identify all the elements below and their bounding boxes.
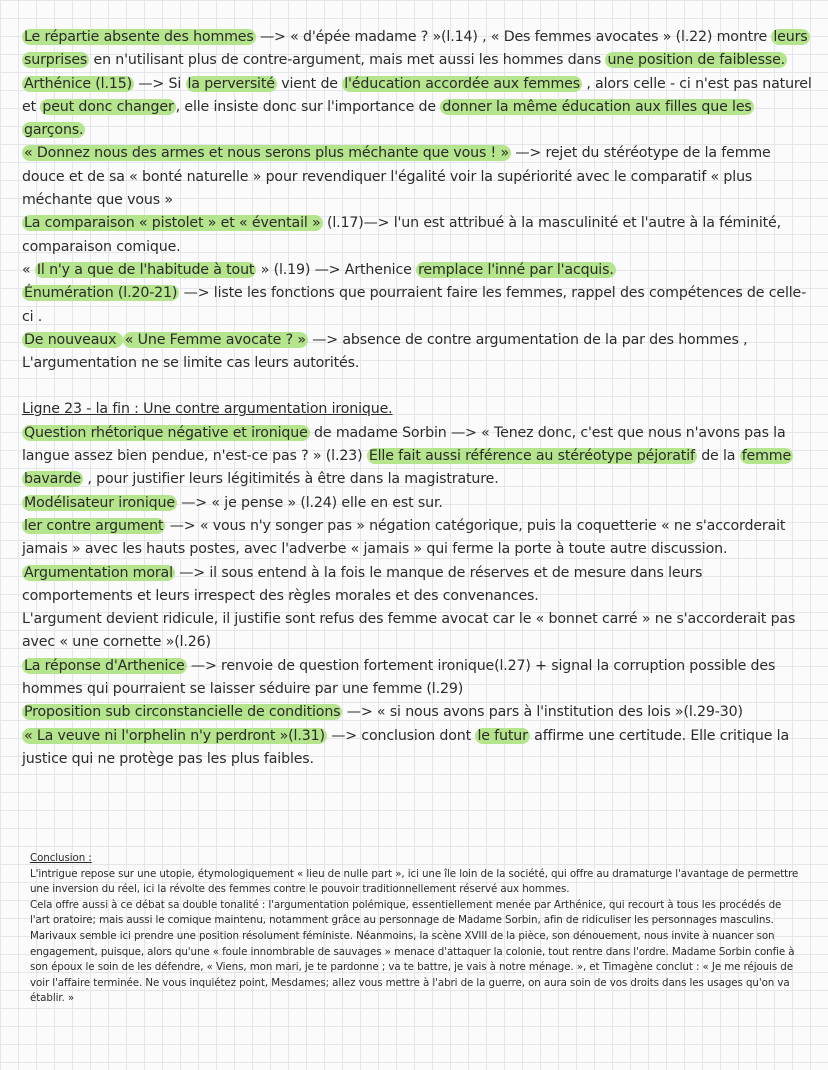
- highlight: La réponse d'Arthenice: [24, 657, 185, 674]
- highlight: De nouveaux: [24, 331, 121, 348]
- text: —> « si nous avons pars à l'institution des lois »(l.29-30): [342, 704, 743, 721]
- text: —> « vous n'y songer pas » négation catégorique, puis la coquetterie « ne s'accorderait jamais » avec les hauts postes, avec l'adverbe « jamais » qui ferme la porte à toute autre discussion.: [22, 517, 786, 558]
- highlight: Le répartie absente des hommes: [24, 29, 254, 45]
- highlight: Arthénice (l.15): [24, 75, 132, 92]
- text: en n'utilisant plus de contre-argument, mais met aussi les hommes dans: [89, 52, 606, 69]
- paragraph-13: [22, 655, 812, 702]
- conclusion-paragraph-2: Cela offre aussi à ce débat sa double tonalité : l'argumentation polémique, essentiellement menée par Arthénice, qui recourt à tous les procédés de l'art oratoire; mais aussi le comique maintenu, notamment grâce au personnage de Madame Sorbin, afin de ridiculiser les personnages masculins.: [30, 898, 782, 927]
- text: —> « d'épée madame ? »(l.14) , « Des femmes avocates » (l.22) montre: [255, 29, 772, 45]
- paragraph-10: [22, 515, 812, 562]
- highlight: Il n'y a que de l'habitude à tout: [36, 261, 255, 278]
- highlight: Énumération (l.20-21): [24, 285, 178, 302]
- conclusion-paragraph-3: Marivaux semble ici prendre une position résolument féministe. Néanmoins, la scène XVIII de la pièce, son dénouement, nous invite à nuancer son engagement, puisque, alors qu'une « foule innombrable de sauvages » menace d'attaquer la colonie, tout rentre dans l'ordre. Madame Sorbin confie à son époux le soin de les défendre, « Viens, mon mari, je te pardonne ; va te battre, je vais à notre ménage. », et Timagène conclut : « Je me réjouis de voir l'affaire terminée. Ne vous inquiétez point, Mesdames; allez vous mettre à l'abri de la guerre, on aura soin de vos droits dans les usages qu'on va établir. »: [30, 929, 795, 1005]
- highlight: ler contre argument: [24, 517, 164, 534]
- highlight: leurs surprises: [24, 29, 808, 69]
- paragraph-4: [22, 212, 812, 259]
- text: , pour justifier leurs légitimités à être dans la magistrature.: [83, 471, 499, 488]
- paragraph-15: [22, 725, 812, 772]
- paragraph-9: [22, 492, 812, 515]
- highlight: donner la même éducation aux filles que les garçons.: [24, 98, 752, 139]
- text: de madame Sorbin —> « Tenez donc, c'est que nous n'avons pas la langue assez bien pendue, n'est-ce pas ? » (l.23): [22, 424, 786, 465]
- highlight: Argumentation moral: [24, 564, 173, 581]
- text: vient de: [276, 75, 343, 92]
- text: , elle insiste donc sur l'importance de: [175, 98, 441, 115]
- spacer: [22, 375, 812, 398]
- conclusion-section: [30, 851, 800, 1007]
- paragraph-3: [22, 142, 812, 212]
- paragraph-8: [22, 422, 812, 492]
- text: , alors celle - ci n'est pas naturel et: [22, 75, 812, 115]
- paragraph-11: [22, 562, 812, 609]
- highlight: peut donc changer: [42, 98, 174, 115]
- notes-body: [22, 26, 812, 771]
- paragraph-7: [22, 329, 812, 376]
- highlight: La comparaison « pistolet » et « éventail »: [24, 215, 321, 232]
- text: —> conclusion dont: [326, 727, 476, 744]
- highlight: remplace l'inné par l'acquis.: [418, 261, 614, 278]
- paragraph-2: [22, 73, 812, 143]
- text: —> « je pense » (l.24) elle en est sur.: [176, 494, 443, 511]
- highlight: « La veuve ni l'orphelin n'y perdront »(l.31): [24, 727, 325, 744]
- text: —> renvoie de question fortement ironique(l.27) + signal la corruption possible des hommes qui pourraient se laisser séduire par une femme (l.29): [22, 657, 776, 698]
- section-heading: Ligne 23 - la fin : Une contre argumentation ironique.: [22, 401, 393, 418]
- highlight: Question rhétorique négative et ironique: [24, 424, 308, 441]
- conclusion-paragraph-1: L'intrigue repose sur une utopie, étymologiquement « lieu de nulle part », ici une île loin de la société, qui offre au dramaturge l'avantage de permettre une inversion du réel, ici la révolte des femmes contre le pouvoir traditionnellement réservé aux hommes.: [30, 867, 799, 896]
- text: —> liste les fonctions que pourraient faire les femmes, rappel des compétences de celle-ci .: [22, 285, 807, 325]
- paragraph-14: [22, 701, 812, 724]
- highlight: Modélisateur ironique: [24, 494, 175, 511]
- highlight: Proposition sub circonstancielle de conditions: [24, 704, 341, 721]
- highlight: « Une Femme avocate ? »: [124, 331, 306, 348]
- text: «: [22, 261, 35, 278]
- highlight: une position de faiblesse.: [607, 52, 786, 69]
- highlight: le futur: [477, 727, 528, 744]
- highlight: femme bavarde: [24, 448, 792, 488]
- highlight: l'éducation accordée aux femmes: [344, 75, 580, 92]
- conclusion-title: Conclusion :: [30, 852, 92, 864]
- text: —> rejet du stéréotype de la femme douce et de sa « bonté naturelle » pour revendiquer l'égalité voir la supériorité avec le comparatif « plus méchante que vous »: [22, 145, 771, 209]
- paragraph-6: [22, 282, 812, 329]
- text: affirme une certitude. Elle critique la justice qui ne protège pas les plus faibles.: [22, 727, 790, 767]
- paragraph-1: [22, 26, 812, 73]
- paragraph-5: [22, 259, 812, 282]
- highlight: la perversité: [187, 75, 275, 92]
- highlight: Elle fait aussi référence au stéréotype péjoratif: [368, 448, 695, 465]
- text: —> il sous entend à la fois le manque de réserves et de mesure dans leurs comportements et leurs irrespect des règles morales et des convenances.: [22, 564, 703, 604]
- highlight: « Donnez nous des armes et nous serons plus méchante que vous ! »: [24, 145, 509, 162]
- paragraph-12: L'argument devient ridicule, il justifie sont refus des femme avocat car le « bonnet carré » ne s'accorderait pas avec « une cornette »(l.26): [22, 611, 796, 651]
- text: » (l.19) —> Arthenice: [256, 261, 417, 278]
- text: (l.17)—> l'un est attribué à la masculinité et l'autre à la féminité, comparaison comique.: [22, 215, 781, 255]
- text: —> absence de contre argumentation de la par des hommes , L'argumentation ne se limite cas leurs autorités.: [22, 331, 748, 372]
- text: —> Si: [133, 75, 186, 92]
- text: de la: [696, 448, 740, 465]
